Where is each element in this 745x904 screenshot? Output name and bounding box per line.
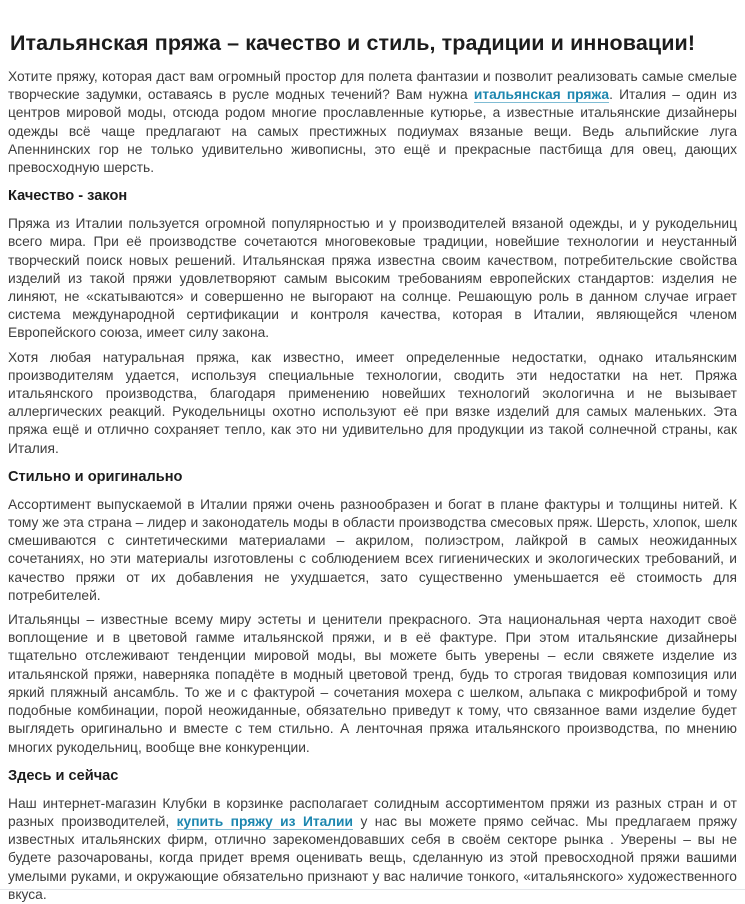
style-paragraph-2 [8,611,737,757]
text-run: Хотя любая натуральная пряжа, как известно, имеет определенные недостатки, однако итальянским производителям удается, используя специальные технологии, сводить эти недостатки на нет. Пряжа итальянского производства, благодаря применению новейших технологий экологична и не вызывает аллергических реакций. Рукодельницы охотно используют её при вязке изделий для самых маленьких. Эта пряжа ещё и отлично сохраняет тепло, как это ни удивительно для продукции из такой солнечной страны, как Италия. [8,349,737,456]
shop-paragraph [8,795,737,904]
text-run: у нас вы можете прямо сейчас. Мы предлагаем пряжу известных итальянских фирм, отлично зарекомендовавших себя в своём секторе рынка . Уверены – вы не будете разочарованы, когда придет время оценивать вещь, сделанную из этой превосходной пряжи вашими умелыми руками, и окружающие обязательно признают у вас наличие тонкого, «итальянского» художественного вкуса. [8,813,737,902]
text-run: Ассортимент выпускаемой в Италии пряжи очень разнообразен и богат в плане фактуры и толщины нитей. К тому же эта страна – лидер и законодатель моды в области производства смесовых пряж. Шерсть, хлопок, шелк смешиваются с синтетическими материалами – акрилом, полиэстром, лайкрой в самых неожиданных сочетаниях, но эти материалы изготовлены с соблюдением всех гигиенических и экологических требований, и качество пряжи от их добавления не ухудшается, зато существенно уменьшается её стоимость для потребителей. [8,496,737,603]
section-heading-quality: Качество - закон [8,188,128,205]
intro-paragraph [8,68,737,177]
section-heading-style: Стильно и оригинально [8,468,183,485]
quality-paragraph-1 [8,215,737,342]
style-paragraph-1 [8,496,737,605]
buy-italian-yarn-link[interactable]: купить пряжу из Италии [176,813,354,829]
text-run: . Италия – один из центров мировой моды, отсюда родом многие прославленные кутюрье, а известные итальянские дизайнеры одежды всё чаще предлагают на самых престижных подиумах вязаные вещи. Ведь альпийские луга Апеннинских гор не только удивительно живописны, это ещё и прекрасные пастбища для овец, дающих превосходную шерсть. [8,87,738,176]
text-run: Итальянцы – известные всему миру эстеты и ценители прекрасного. Эта национальная черта находит своё воплощение и в цветовой гамме итальянской пряжи, и в её фактуре. При этом итальянские дизайнеры тщательно отслеживают тенденции мировой моды, вы можете быть уверены – если свяжете изделие из итальянской пряжи, наверняка попадёте в модный цветовой тренд, будь то строгая твидовая композиция или яркий пляжный ансамбль. То же и с фактурой – сочетания мохера с шелком, альпака с микрофиброй и тому подобные комбинации, порой неожиданные, обязательно приведут к тому, что связанное вами изделие будет выглядеть оригинально и вместе с тем стильно. А ленточная пряжа итальянского производства, по мнению многих рукодельниц, вообще вне конкуренции. [8,612,737,755]
quality-paragraph-2 [8,349,737,458]
text-run: Пряжа из Италии пользуется огромной популярностью и у производителей вязаной одежды, и у рукодельниц всего мира. При её производстве сочетаются многовековые традиции, новейшие технологии и неустанный творческий поиск новых решений. Итальянская пряжа известна своим качеством, потребительские свойства изделий из такой пряжи удовлетворяют самым высоким требованиям европейских стандартов: изделия не линяют, не «скатываются» и совершенно не выгорают на солнце. Решающую роль в данном случае играет система международной сертификации и контроля качества, которая в Италии, являющейся членом Европейского союза, имеет силу закона. [8,216,737,341]
page-title: Итальянская пряжа – качество и стиль, традиции и инновации! [10,31,696,55]
italian-yarn-link[interactable]: итальянская пряжа [473,87,610,103]
bottom-divider [0,889,745,890]
text-run: Наш интернет-магазин Клубки в корзинке располагает солидным ассортиментом пряжи из разных стран и от разных производителей, [8,795,737,829]
section-heading-here-now: Здесь и сейчас [8,767,119,784]
text-run: Хотите пряжу, которая даст вам огромный простор для полета фантазии и позволит реализовать самые смелые творческие задумки, оставаясь в русле модных течений? Вам нужна [8,69,737,103]
article-content [8,68,737,904]
